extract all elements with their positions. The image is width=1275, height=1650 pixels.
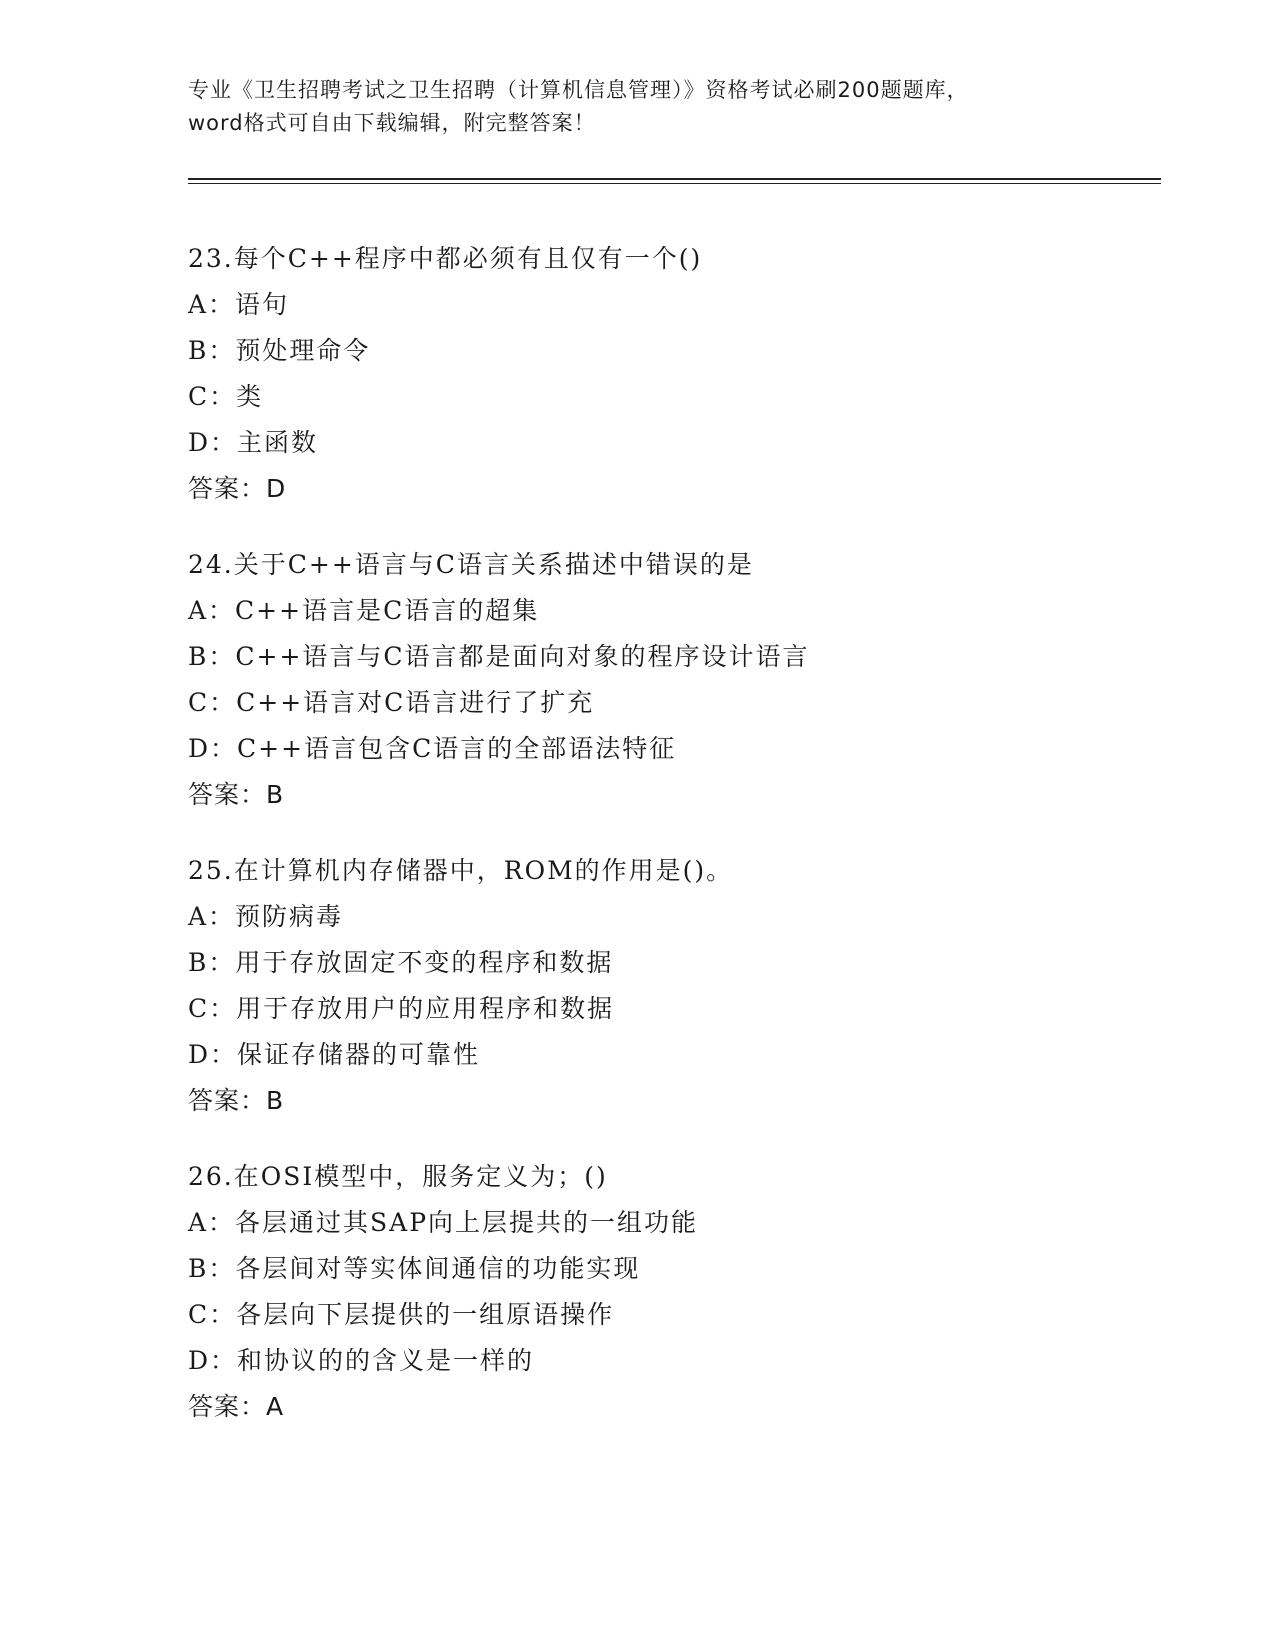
- option-d: D：和协议的的含义是一样的: [188, 1346, 535, 1375]
- answer-line: 答案：D: [188, 474, 287, 503]
- document-header: [188, 74, 1088, 140]
- option-a: A：各层通过其SAP向上层提共的一组功能: [188, 1208, 699, 1237]
- option-b: B：用于存放固定不变的程序和数据: [188, 948, 614, 977]
- question-stem: 25.在计算机内存储器中，ROM的作用是()。: [188, 856, 734, 885]
- question-23: [188, 236, 1148, 512]
- option-d: D：C++语言包含C语言的全部语法特征: [188, 734, 677, 763]
- option-d: D：主函数: [188, 428, 319, 457]
- option-b: B：C++语言与C语言都是面向对象的程序设计语言: [188, 642, 810, 671]
- question-stem: 23.每个C++程序中都必须有且仅有一个(): [188, 244, 703, 273]
- header-line-2: word格式可自由下载编辑，附完整答案！: [188, 111, 596, 135]
- header-line-1: 专业《卫生招聘考试之卫生招聘（计算机信息管理）》资格考试必刷200题题库，: [188, 78, 969, 102]
- option-a: A：语句: [188, 290, 290, 319]
- option-c: C：各层向下层提供的一组原语操作: [188, 1300, 615, 1329]
- answer-line: 答案：A: [188, 1392, 285, 1421]
- answer-line: 答案：B: [188, 780, 285, 809]
- option-a: A：C++语言是C语言的超集: [188, 596, 540, 625]
- answer-line: 答案：B: [188, 1086, 285, 1115]
- option-c: C：C++语言对C语言进行了扩充: [188, 688, 595, 717]
- question-stem: 24.关于C++语言与C语言关系描述中错误的是: [188, 550, 754, 579]
- question-stem: 26.在OSI模型中，服务定义为；(): [188, 1162, 608, 1191]
- header-divider: [188, 178, 1161, 184]
- option-c: C：类: [188, 382, 264, 411]
- option-b: B：各层间对等实体间通信的功能实现: [188, 1254, 641, 1283]
- question-list: [188, 236, 1148, 1460]
- question-25: [188, 848, 1148, 1124]
- option-d: D：保证存储器的可靠性: [188, 1040, 481, 1069]
- question-24: [188, 542, 1148, 818]
- option-b: B：预处理命令: [188, 336, 371, 365]
- option-c: C：用于存放用户的应用程序和数据: [188, 994, 615, 1023]
- question-26: [188, 1154, 1148, 1430]
- option-a: A：预防病毒: [188, 902, 344, 931]
